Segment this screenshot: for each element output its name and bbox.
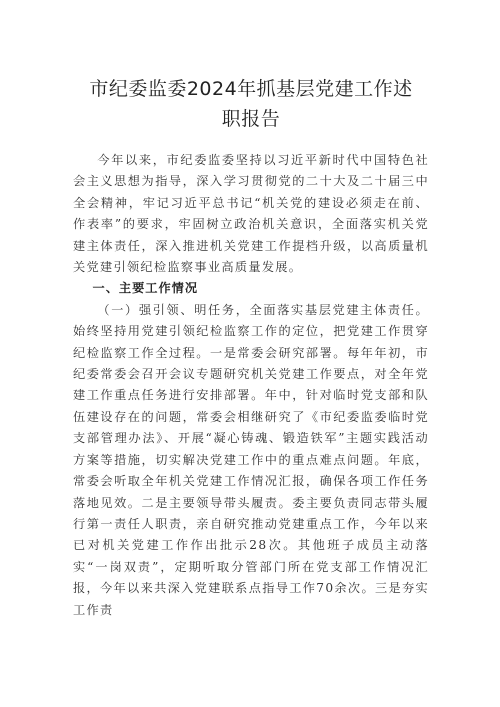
work-paragraph: （一）强引领、明任务，全面落实基层党建主体责任。始终坚持用党建引领纪检监察工作的定位，把党建工作贯穿纪检监察工作全过程。一是常委会研究部署。每年年初，市纪委常委会召开会议专题研究机关党建工作要点，对全年党建工作重点任务进行安排部署。年中，针对临时党支部和队伍建设存在的问题，常委会相继研究了《市纪委监委临时党支部管理办法》、开展“凝心铸魂、锻造铁军”主题实践活动方案等措施，切实解决党建工作中的重点难点问题。年底，常委会听取全年机关党建工作情况汇报，确保各项工作任务落地见效。二是主要领导带头履责。委主要负责同志带头履行第一责任人职责，亲自研究推动党建重点工作，今年以来已对机关党建工作作出批示28次。其他班子成员主动落实“一岗双责”，定期听取分管部门所在党支部工作情况汇报，今年以来共深入党建联系点指导工作70余次。三是夯实工作责 [73, 302, 429, 617]
section-heading: 一、主要工作情况 [92, 281, 199, 296]
document-body [73, 150, 429, 621]
intro-paragraph: 今年以来，市纪委监委坚持以习近平新时代中国特色社会主义思想为指导，深入学习贯彻党的二十大及二十届三中全会精神，牢记习近平总书记“机关党的建设必须走在前、作表率”的要求，牢固树立政治机关意识，全面落实机关党建主体责任，深入推进机关党建工作提档升级，以高质量机关党建引领纪检监察事业高质量发展。 [73, 153, 429, 275]
document-title: 市纪委监委2024年抓基层党建工作述职报告 [89, 78, 413, 130]
